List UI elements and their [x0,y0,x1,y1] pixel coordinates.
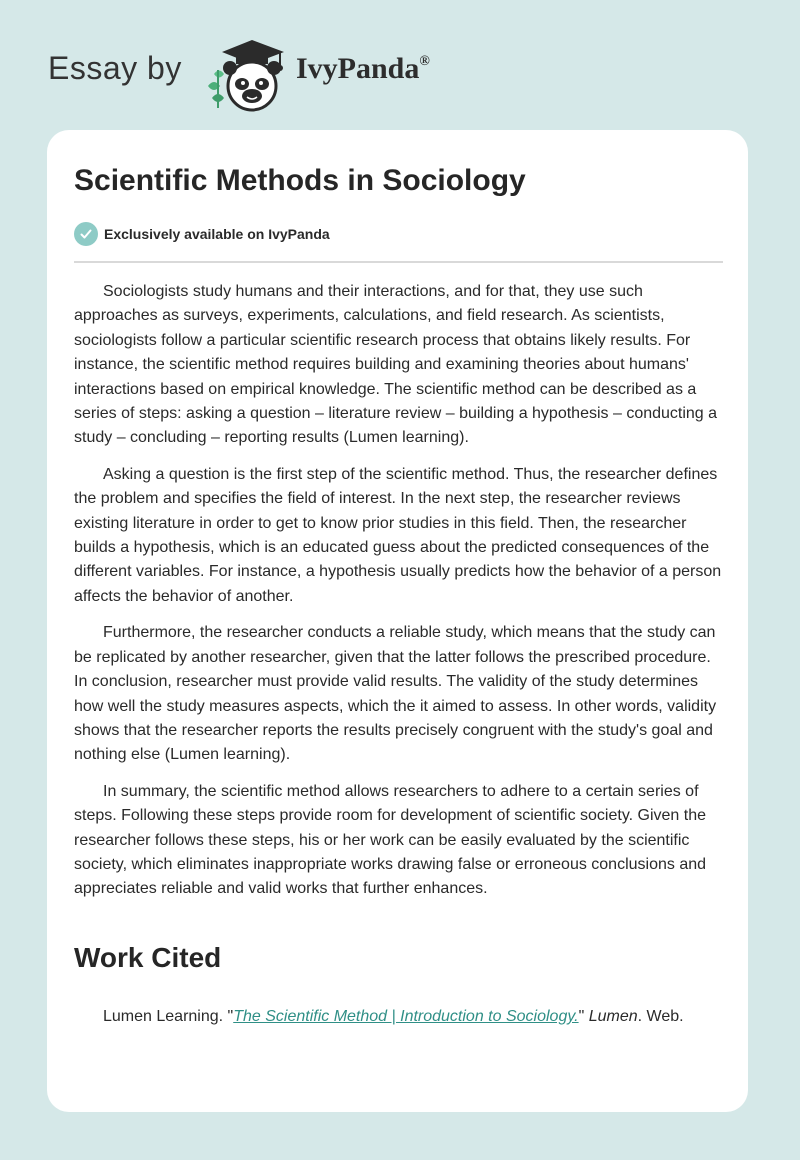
check-icon [74,222,98,246]
essay-by-label: Essay by [48,50,182,86]
essay-body [74,280,726,914]
citation-link[interactable]: The Scientific Method | Introduction to Sociology. [233,1008,579,1025]
citation-quote-close: " [578,1008,589,1025]
exclusive-label: Exclusively available on IvyPanda [104,226,330,242]
divider [74,261,723,263]
brand-name[interactable]: IvyPanda® [296,52,430,85]
paragraph: Sociologists study humans and their interactions, and for that, they use such approaches as surveys, experiments, calculations, and field research. As scientists, sociologists follow a particular scientific research process that obtains likely results. For instance, the scientific method requires building and examining theories about humans' interactions based on empirical knowledge. The scientific method can be described as a series of steps: asking a question – literature review – building a hypothesis – conducting a study – concluding – reporting results (Lumen learning). [74,283,718,447]
site-header [48,28,548,118]
citation-suffix: . Web. [637,1008,684,1025]
paragraph: Asking a question is the first step of the scientific method. Thus, the researcher defines the problem and specifies the field of interest. In the next step, the researcher reviews existing literature in order to get to know prior studies in this field. Then, the researcher builds a hypothesis, which is an educated guess about the predicted consequences of the different variables. For instance, a hypothesis usually predicts how the behavior of a person affects the behavior of another. [74,465,722,605]
paragraph: Furthermore, the researcher conducts a reliable study, which means that the study can be replicated by another researcher, given that the latter follows the prescribed procedure. In conclusion, researcher must provide valid results. The validity of the study determines how well the study measures aspects, which the it aimed to assess. In other words, validity shows that the researcher reports the results precisely congruent with the study's goal and nothing else (Lumen learning). [74,624,717,764]
registered-mark: ® [419,54,430,69]
paragraph: In summary, the scientific method allows researchers to adhere to a certain series of steps. Following these steps provide room for development of scientific society. Given the researcher follows these steps, his or her work can be easily evaluated by the scientific society, which eliminates inappropriate works drawing false or erroneous conclusions and appreciates reliable and valid works that further enhances. [74,782,707,898]
essay-card [47,130,748,1112]
page-title: Scientific Methods in Sociology [74,164,526,197]
citation-entry [103,1005,684,1029]
exclusive-badge [74,221,330,247]
citation-publisher: Lumen [588,1008,638,1025]
ivypanda-logo-icon[interactable] [200,34,290,114]
works-cited-heading: Work Cited [74,942,222,973]
citation-author: Lumen Learning. " [103,1008,234,1025]
